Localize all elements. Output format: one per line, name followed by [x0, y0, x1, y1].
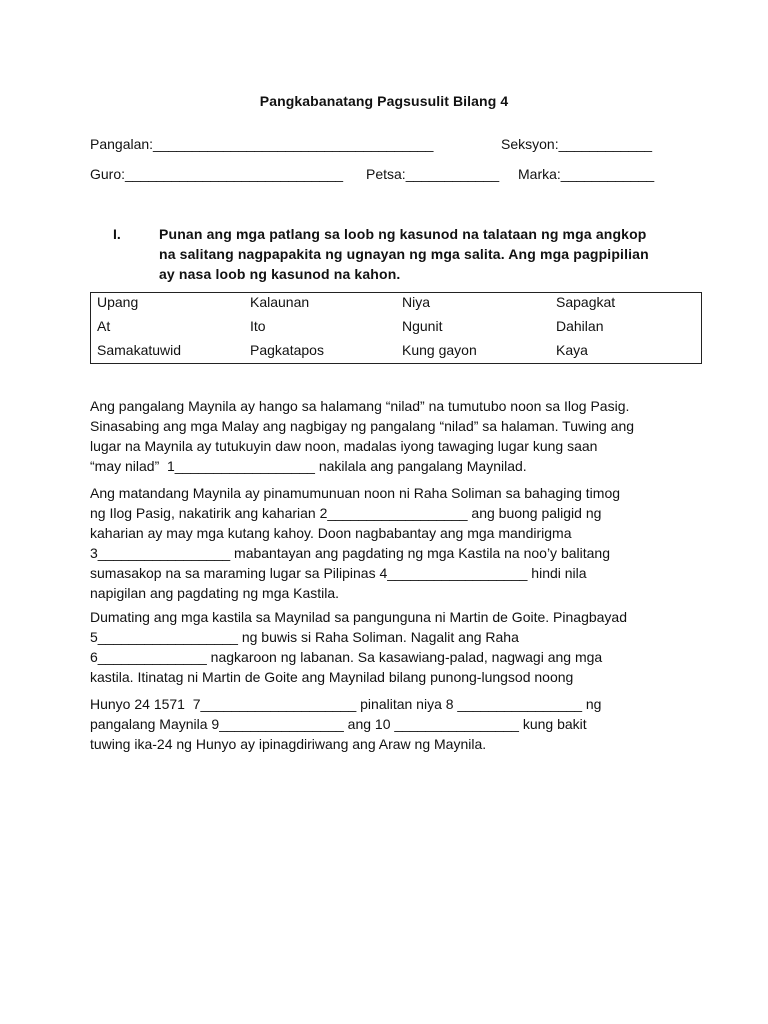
- paragraph-line: napigilan ang pagdating ng mga Kastila.: [90, 585, 340, 601]
- score-field: Marka:____________: [518, 166, 655, 182]
- paragraph-line: kastila. Itinatag ni Martin de Goite ang Maynilad bilang punong-lungsod noong: [90, 669, 574, 685]
- choice-word: At: [97, 318, 111, 334]
- paragraph-line: pangalang Maynila 9________________ ang 10 ________________ kung bakit: [90, 716, 587, 732]
- paragraph-line: sumasakop na sa maraming lugar sa Pilipinas 4__________________ hindi nila: [90, 565, 587, 581]
- paragraph-line: lugar na Maynila ay tutukuyin daw noon, madalas iyong tawaging lugar kung saan: [90, 438, 598, 454]
- paragraph-line: 6______________ nagkaroon ng labanan. Sa kasawiang-palad, nagwagi ang mga: [90, 649, 603, 665]
- paragraph-line: kaharian ay may mga kutang kahoy. Doon nagbabantay ang mga mandirigma: [90, 525, 572, 541]
- worksheet-title: Pangkabanatang Pagsusulit Bilang 4: [259, 93, 509, 109]
- instruction-line: na salitang nagpapakita ng ugnayan ng mga salita. Ang mga pagpipilian: [159, 246, 649, 262]
- instruction-line: Punan ang mga patlang sa loob ng kasunod na talataan ng mga angkop: [159, 226, 647, 242]
- paragraph-line: 5__________________ ng buwis si Raha Soliman. Nagalit ang Raha: [90, 629, 519, 645]
- choice-word: Kalaunan: [250, 294, 310, 310]
- paragraph-line: Ang matandang Maynila ay pinamumunuan noon ni Raha Soliman sa bahaging timog: [90, 485, 621, 501]
- choice-word: Dahilan: [556, 318, 604, 334]
- choice-word: Kaya: [556, 342, 588, 358]
- choice-word: Pagkatapos: [250, 342, 324, 358]
- paragraph-3: [90, 607, 690, 687]
- paragraph-2: [90, 483, 690, 603]
- choice-word: Kung gayon: [402, 342, 477, 358]
- paragraph-4: [90, 694, 690, 754]
- instruction-text: [159, 224, 689, 284]
- date-field: Petsa:____________: [366, 166, 500, 182]
- paragraph-line: tuwing ika-24 ng Hunyo ay ipinagdiriwang ang Araw ng Maynila.: [90, 736, 487, 752]
- teacher-field: Guro:____________________________: [90, 166, 344, 182]
- choice-word: Sapagkat: [556, 294, 616, 310]
- instruction-number: I.: [113, 226, 121, 242]
- paragraph-1: [90, 396, 690, 476]
- paragraph-line: Hunyo 24 1571 7____________________ pinalitan niya 8 ________________ ng: [90, 696, 602, 712]
- choice-word: Ito: [250, 318, 266, 334]
- choice-word: Upang: [97, 294, 139, 310]
- paragraph-line: Dumating ang mga kastila sa Maynilad sa pangunguna ni Martin de Goite. Pinagbayad: [90, 609, 627, 625]
- paragraph-line: Ang pangalang Maynila ay hango sa halamang “nilad” na tumutubo noon sa Ilog Pasig.: [90, 398, 630, 414]
- paragraph-line: ng Ilog Pasig, nakatirik ang kaharian 2__________________ ang buong paligid ng: [90, 505, 602, 521]
- choice-word: Niya: [402, 294, 431, 310]
- name-field: Pangalan:____________________________________: [90, 136, 434, 152]
- choice-word: Samakatuwid: [97, 342, 182, 358]
- choices-box: [90, 292, 702, 364]
- instruction-line: ay nasa loob ng kasunod na kahon.: [159, 266, 401, 282]
- paragraph-line: Sinasabing ang mga Malay ang nagbigay ng pangalang “nilad” sa halaman. Tuwing ang: [90, 418, 635, 434]
- paragraph-line: 3_________________ mabantayan ang pagdating ng mga Kastila na noo’y balitang: [90, 545, 610, 561]
- section-field: Seksyon:____________: [501, 136, 653, 152]
- choice-word: Ngunit: [402, 318, 443, 334]
- paragraph-line: “may nilad” 1__________________ nakilala ang pangalang Maynilad.: [90, 458, 527, 474]
